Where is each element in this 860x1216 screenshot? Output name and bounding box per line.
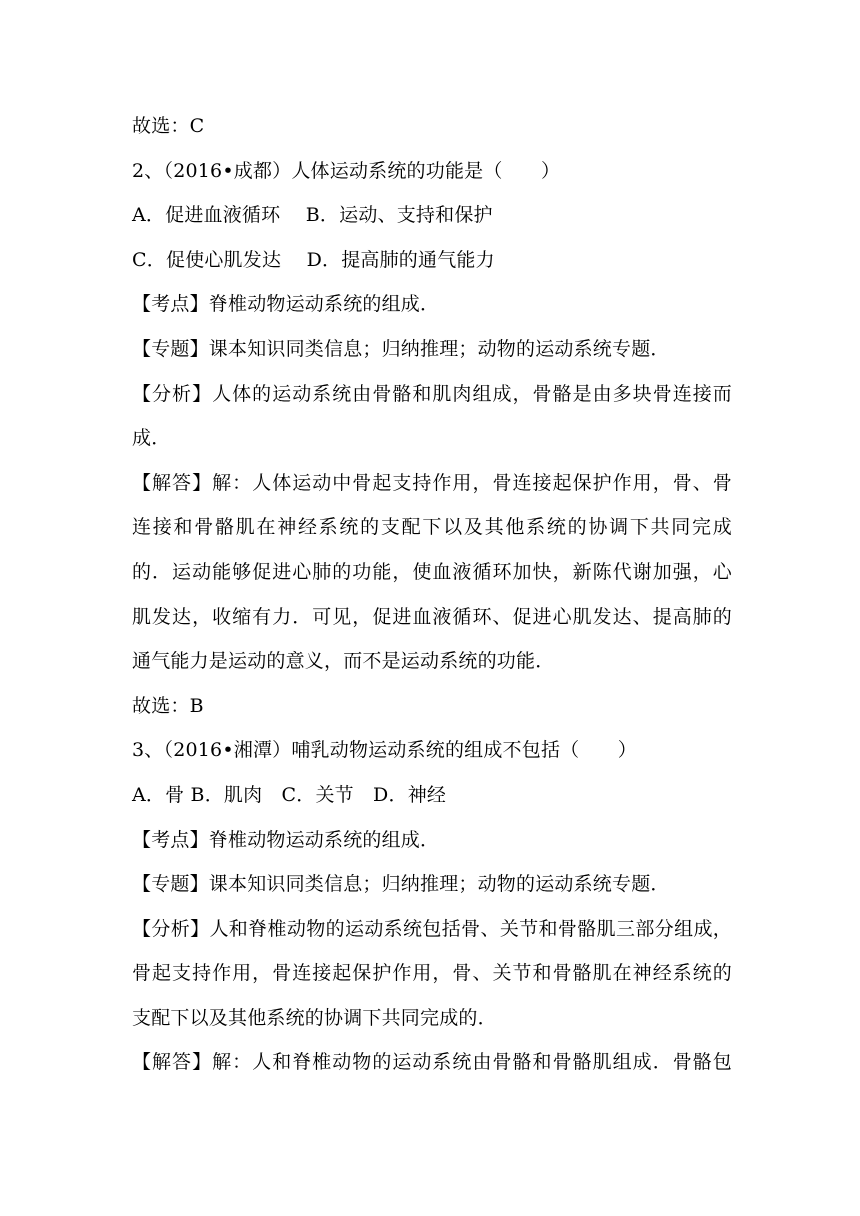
answer-line-2: 故选：B xyxy=(132,694,204,717)
q3-zhuanti: 【专题】课本知识同类信息；归纳推理；动物的运动系统专题． xyxy=(132,873,670,896)
q2-jieda-line-5: 通气能力是运动的意义，而不是运动系统的功能． xyxy=(132,650,555,673)
q3-fenxi-line-2: 骨起支持作用，骨连接起保护作用，骨、关节和骨骼肌在神经系统的 xyxy=(132,962,732,985)
question-2-options-ab: A．促进血液循环 B．运动、支持和保护 xyxy=(132,204,493,227)
question-2-options-cd: C．促使心肌发达 D．提高肺的通气能力 xyxy=(132,248,495,271)
document-page xyxy=(132,112,732,1093)
q3-kaodian: 【考点】脊椎动物运动系统的组成． xyxy=(132,828,440,851)
q2-fenxi-line-1: 【分析】人体的运动系统由骨骼和肌肉组成，骨骼是由多块骨连接而 xyxy=(132,382,732,405)
q2-jieda-line-1: 【解答】解：人体运动中骨起支持作用，骨连接起保护作用，骨、骨 xyxy=(132,471,732,494)
q2-jieda-line-3: 的．运动能够促进心肺的功能，使血液循环加快，新陈代谢加强，心 xyxy=(132,560,732,583)
q2-kaodian: 【考点】脊椎动物运动系统的组成． xyxy=(132,293,440,316)
q3-fenxi-line-3: 支配下以及其他系统的协调下共同完成的． xyxy=(132,1006,497,1029)
q2-jieda-line-4: 肌发达，收缩有力．可见，促进血液循环、促进心肌发达、提高肺的 xyxy=(132,605,732,628)
q2-zhuanti: 【专题】课本知识同类信息；归纳推理；动物的运动系统专题． xyxy=(132,337,670,360)
question-3-stem: 3、（2016•湘潭）哺乳动物运动系统的组成不包括（ ） xyxy=(132,739,637,762)
q2-fenxi-line-2: 成． xyxy=(132,427,171,450)
answer-line-1: 故选：C xyxy=(132,115,205,137)
q3-jieda-line-1: 【解答】解：人和脊椎动物的运动系统由骨骼和骨骼肌组成．骨骼包 xyxy=(132,1051,732,1074)
q3-fenxi-line-1: 【分析】人和脊椎动物的运动系统包括骨、关节和骨骼肌三部分组成， xyxy=(132,917,732,940)
question-3-options: A．骨 B．肌肉 C．关节 D．神经 xyxy=(132,783,447,806)
q2-jieda-line-2: 连接和骨骼肌在神经系统的支配下以及其他系统的协调下共同完成 xyxy=(132,516,732,539)
question-2-stem: 2、（2016•成都）人体运动系统的功能是（ ） xyxy=(132,159,561,182)
